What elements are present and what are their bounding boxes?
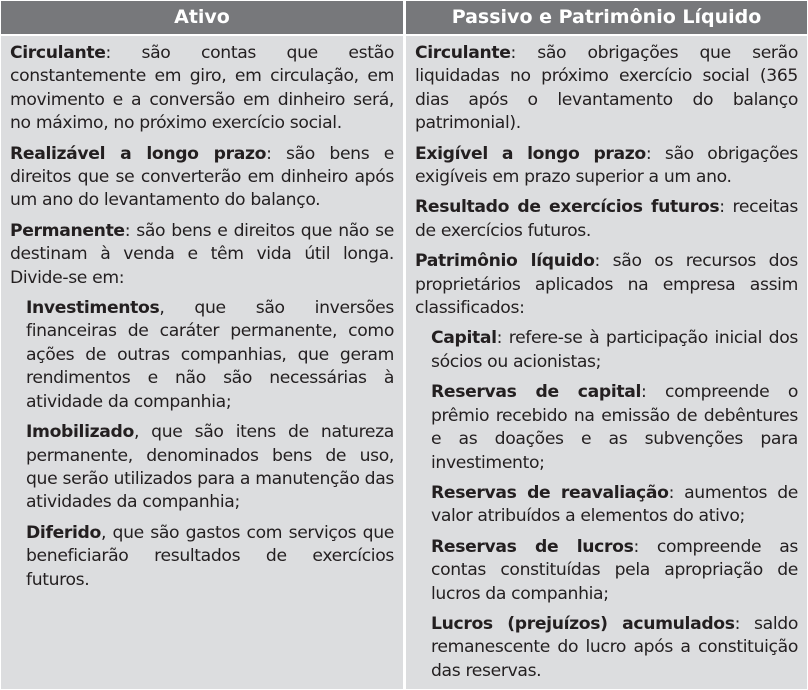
sub-definition-paragraph <box>431 536 798 606</box>
definition-term: Investimentos <box>26 298 160 319</box>
definition-term: Resultado de exercícios futuros <box>415 197 720 218</box>
definition-text: , que são itens de natureza permanente, denominados bens de uso, que serão utilizados para a manutenção das atividades da companhia; <box>26 422 394 513</box>
definition-term: Circulante <box>415 43 511 63</box>
definition-term: Capital <box>431 328 497 349</box>
definition-text: : compreende as contas constituídas pela apropriação de lucros da companhia; <box>431 536 798 604</box>
definition-term: Reservas de capital <box>431 382 642 403</box>
definition-paragraph <box>415 250 798 320</box>
header-passivo-patrimonio: Passivo e Patrimônio Líquido <box>406 1 807 34</box>
definition-text: , que são inversões financeiras de caráter permanente, como ações de outras companhias, que geram rendimentos e não são necessárias à atividade da companhia; <box>26 298 394 412</box>
sub-definition-paragraph <box>431 381 798 475</box>
definition-paragraph <box>10 42 394 136</box>
definition-term: Reservas de lucros <box>431 536 634 557</box>
definition-text: : são obrigações exigíveis em prazo superior a um ano. <box>415 143 798 188</box>
definition-text: : compreende o prêmio recebido na emissão de debêntures e as doações e as subvenções para investimento; <box>431 382 798 473</box>
definition-paragraph <box>10 220 394 290</box>
definition-text: : são contas que estão constantemente em giro, em circulação, em movimento e a conversão em dinheiro será, no máximo, no próximo exercício social. <box>10 43 394 134</box>
sub-definition-paragraph <box>26 297 394 414</box>
passivo-column <box>406 36 807 689</box>
ativo-column <box>1 36 403 689</box>
balance-sheet-table <box>1 1 807 689</box>
sub-definition-paragraph <box>431 327 798 374</box>
sub-definition-paragraph <box>431 482 798 529</box>
sub-definition-paragraph <box>26 421 394 515</box>
definition-term: Circulante <box>10 43 106 63</box>
definition-term: Lucros (prejuízos) acumulados <box>431 613 735 634</box>
definition-text: : receitas de exercícios futuros. <box>415 197 798 241</box>
definition-paragraph <box>415 42 798 136</box>
definition-text: : refere-se à participação inicial dos sócios ou acionistas; <box>431 328 798 372</box>
sub-definition-paragraph <box>26 522 394 592</box>
definition-text: : são bens e direitos que se converterão em dinheiro após um ano do levantamento do balanço. <box>10 143 394 211</box>
definition-term: Reservas de reavaliação <box>431 482 669 503</box>
definition-text: : aumentos de valor atribuídos a elementos do ativo; <box>431 482 798 527</box>
header-ativo: Ativo <box>1 1 403 34</box>
definition-term: Patrimônio líquido <box>415 251 595 272</box>
definition-text: , que são gastos com serviços que beneficiarão resultados de exercícios futuros. <box>26 522 394 590</box>
definition-term: Exigível a longo prazo <box>415 143 646 164</box>
definition-text: : são os recursos dos proprietários aplicados na empresa assim classificados: <box>415 251 799 319</box>
definition-term: Imobilizado <box>26 422 134 443</box>
definition-text: : saldo remanescente do lucro após a constituição das reservas. <box>431 613 798 681</box>
definition-paragraph <box>10 143 394 213</box>
definition-text: : são obrigações que serão liquidadas no próximo exercício social (365 dias após o levantamento do balanço patrimonial). <box>415 43 798 134</box>
definition-term: Realizável a longo prazo <box>10 143 267 164</box>
definition-paragraph <box>415 196 798 243</box>
definition-term: Diferido <box>26 522 101 543</box>
definition-text: : são bens e direitos que não se destinam à venda e têm vida útil longa. Divide-se em: <box>10 220 394 288</box>
sub-definition-paragraph <box>431 613 798 683</box>
definition-term: Permanente <box>10 220 125 241</box>
definition-paragraph <box>415 143 798 190</box>
